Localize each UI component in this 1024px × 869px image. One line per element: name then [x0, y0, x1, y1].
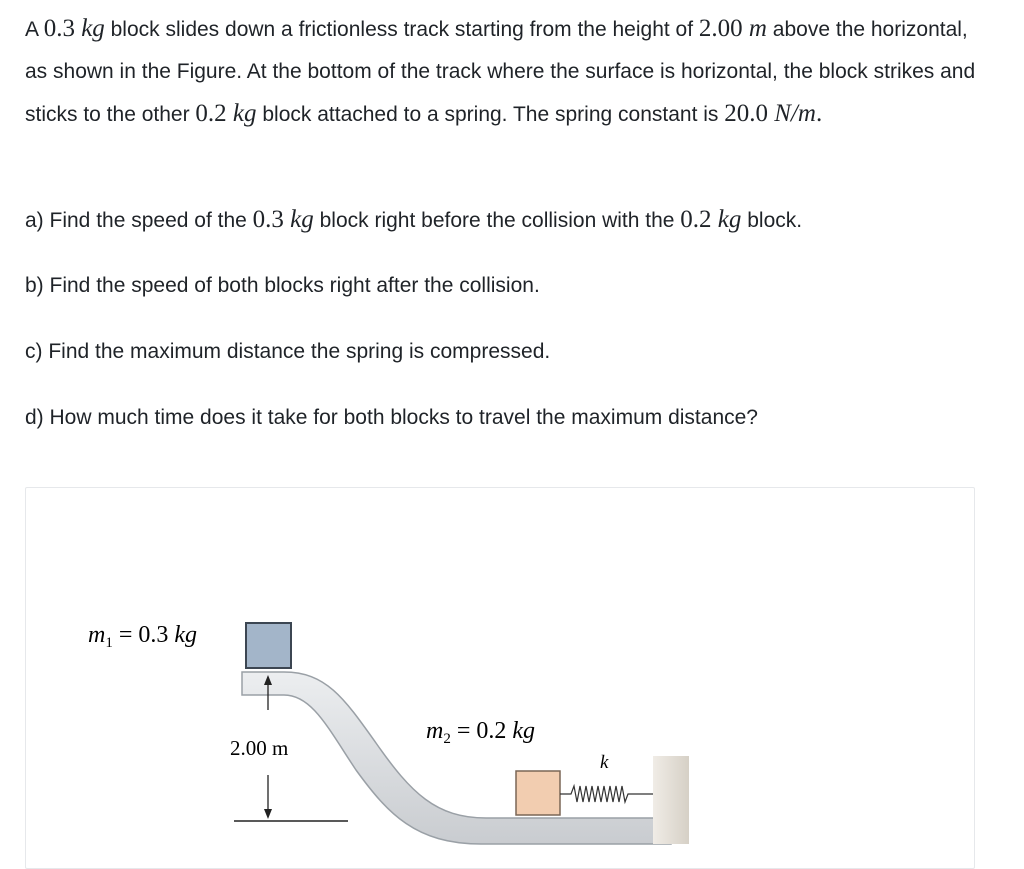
spring — [560, 786, 653, 802]
intro-text-2: block slides down a frictionless track starting from the height of — [104, 18, 699, 41]
mass-2-value: 0.2 — [195, 100, 233, 127]
question-a-text-2: block right before the collision with the — [313, 209, 681, 232]
physics-figure — [26, 488, 974, 860]
block-m2 — [516, 771, 560, 815]
question-a — [25, 205, 1005, 236]
question-a-unit-2: kg — [717, 206, 742, 233]
spring-constant-value: 20.0 — [724, 100, 775, 127]
intro-period: . — [815, 100, 823, 127]
spring-constant-unit: N/m — [774, 100, 816, 127]
intro-text-1: A — [25, 18, 44, 41]
mass-1-label: $m_1 = 0.3$ kg — [88, 622, 198, 651]
figure-panel — [25, 487, 975, 869]
problem-statement — [25, 8, 985, 136]
mass-1-value: 0.3 — [43, 15, 82, 42]
spring-wall — [653, 756, 689, 844]
block-m1 — [246, 623, 291, 668]
question-d: d) How much time does it take for both blocks to travel the maximum distance? — [25, 406, 758, 429]
height-arrowhead-bottom — [264, 809, 272, 819]
mass-2-unit: kg — [232, 100, 257, 127]
question-a-text-3: block. — [741, 209, 803, 232]
question-b: b) Find the speed of both blocks right after the collision. — [25, 274, 540, 297]
height-unit: m — [748, 15, 767, 42]
intro-text-4: block attached to a spring. The spring constant is — [256, 103, 725, 126]
question-a-mass-1: 0.3 — [252, 206, 291, 233]
mass-2-label: $m_2 = 0.2$ kg — [426, 718, 536, 747]
question-a-mass-2: 0.2 — [680, 206, 718, 233]
height-label: 2.00 m — [230, 736, 289, 760]
question-a-text-1: a) Find the speed of the — [25, 209, 253, 232]
intro-text-3: above the horizontal, as shown in the Figure. At the bottom of the track where the surface is horizontal, the block strikes and sticks to the other — [25, 18, 976, 126]
question-a-unit-1: kg — [290, 206, 314, 233]
question-c: c) Find the maximum distance the spring is compressed. — [25, 340, 551, 363]
height-value: 2.00 — [698, 15, 749, 42]
spring-constant-label: k — [600, 752, 609, 773]
mass-1-unit: kg — [81, 15, 105, 42]
